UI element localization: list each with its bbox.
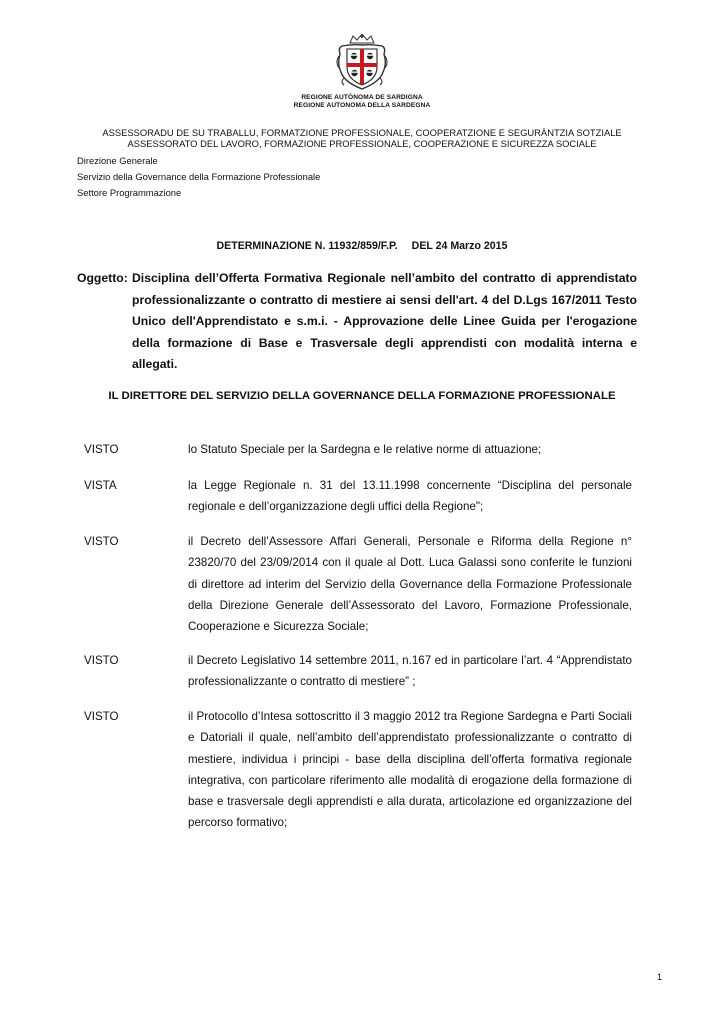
determination-number: DETERMINAZIONE N. 11932/859/F.P.: [216, 240, 398, 252]
region-name-italian: REGIONE AUTONOMA DELLA SARDEGNA: [293, 102, 431, 109]
region-name-sardinian: REGIONE AUTÒNOMA DE SARDIGNA: [301, 94, 423, 101]
clause-keyword: VISTA: [84, 479, 117, 492]
clause-legge-regionale: [84, 475, 632, 518]
clause-protocollo-intesa: [84, 706, 632, 834]
clause-text: la Legge Regionale n. 31 del 13.11.1998 concernente “Disciplina del personale regionale e dell’organizzazione degli uffici della Regione";: [188, 479, 632, 514]
clause-text: il Decreto Legislativo 14 settembre 2011, n.167 ed in particolare l’art. 4 “Apprendistato professionalizzante o contratto di mestiere” ;: [188, 654, 632, 689]
clause-keyword: VISTO: [84, 443, 119, 456]
clause-keyword: VISTO: [84, 654, 119, 667]
subject-block: [77, 268, 637, 376]
coat-of-arms-icon: [336, 34, 388, 90]
clause-decreto-legislativo: [84, 650, 632, 693]
clause-statuto: [84, 439, 632, 460]
office-sector: Settore Programmazione: [77, 187, 182, 198]
clause-keyword: VISTO: [84, 710, 119, 723]
clause-decreto-assessore: [84, 531, 632, 637]
determination-heading: [0, 240, 724, 252]
clause-text: il Decreto dell’Assessore Affari Generali, Personale e Riforma della Regione n° 23820/70 del 23/09/2014 con il quale al Dott. Luca Galassi sono conferite le funzioni di direttore ad interim del Servizio della Governance della Formazione Professionale della Direzione Generale dell’Assessorato del Lavoro, Formazione Professionale, Cooperazione e Sicurezza Sociale;: [188, 535, 632, 634]
director-heading: IL DIRETTORE DEL SERVIZIO DELLA GOVERNANCE DELLA FORMAZIONE PROFESSIONALE: [108, 390, 616, 402]
clause-text: lo Statuto Speciale per la Sardegna e le relative norme di attuazione;: [188, 443, 542, 456]
assessorato-italian: ASSESSORATO DEL LAVORO, FORMAZIONE PROFESSIONALE, COOPERAZIONE E SICUREZZA SOCIALE: [127, 138, 597, 149]
assessorato-sardinian: ASSESSORADU DE SU TRABALLU, FORMATZIONE PROFESSIONALE, COOPERATZIONE E SEGURÀNTZIA SOTZIALE: [102, 127, 622, 138]
office-service: Servizio della Governance della Formazione Professionale: [77, 171, 321, 182]
clause-keyword: VISTO: [84, 535, 119, 548]
subject-label: Oggetto:: [77, 271, 128, 285]
office-directorate: Direzione Generale: [77, 155, 158, 166]
determination-date: DEL 24 Marzo 2015: [411, 240, 508, 252]
region-logo: [289, 34, 435, 114]
page-number: 1: [657, 972, 663, 982]
clause-text: il Protocollo d’Intesa sottoscritto il 3 maggio 2012 tra Regione Sardegna e Parti Sociali e Datoriali il quale, nell’ambito dell’apprendistato professionalizzante o contratto di mestiere, individua i principi - base della disciplina dell’offerta formativa regionale integrativa, con particolare riferimento alle modalità di erogazione della formazione di base e trasversale degli apprendisti e alla durata, articolazione ed organizzazione del percorso formativo;: [188, 710, 632, 830]
subject-text: Disciplina dell’Offerta Formativa Regionale nell’ambito del contratto di apprendistato professionalizzante o contratto di mestiere ai sensi dell'art. 4 del D.Lgs 167/2011 Testo Unico dell'Apprendistato e s.m.i. - Approvazione delle Linee Guida per l'erogazione della formazione di Base e Trasversale degli apprendisti con modalità interna e allegati.: [132, 271, 637, 371]
